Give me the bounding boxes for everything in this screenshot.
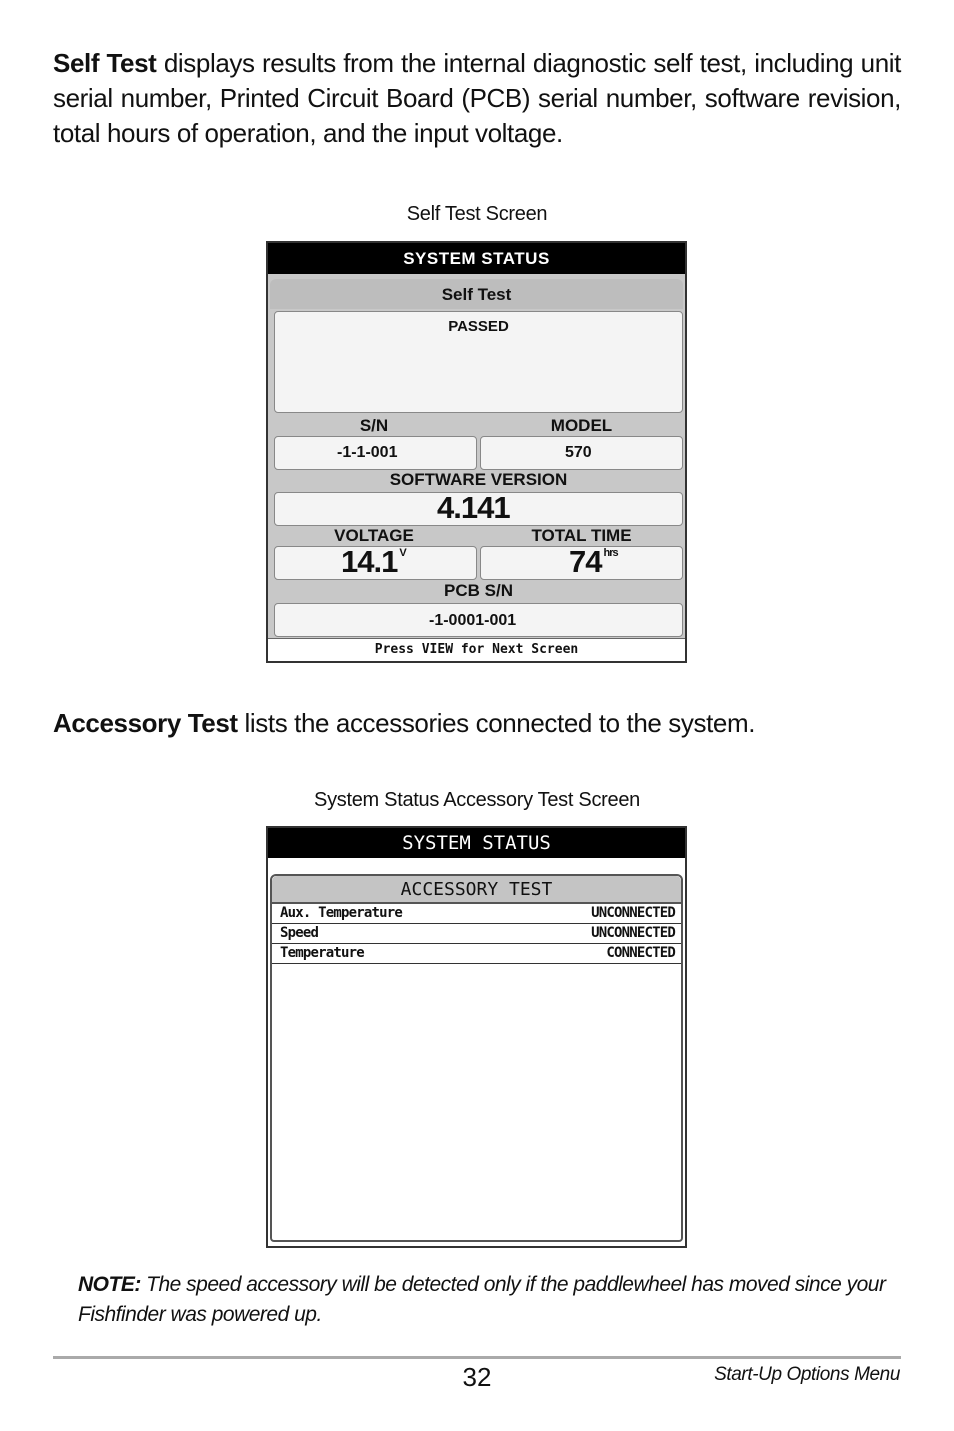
voltage-value: 14.1	[341, 544, 398, 579]
accessory-panel	[270, 874, 683, 1242]
accessory-status: CONNECTED	[606, 945, 675, 961]
list-item	[272, 944, 681, 964]
voltage-label: VOLTAGE	[334, 526, 414, 545]
section-title: Start-Up Options Menu	[714, 1364, 900, 1385]
model-box	[480, 436, 683, 470]
sn-label: S/N	[359, 416, 389, 435]
accessory-test-paragraph	[53, 706, 901, 741]
screen-footer-hint: Press VIEW for Next Screen	[268, 638, 685, 661]
screen-title: SYSTEM STATUS	[268, 243, 685, 274]
footer-divider	[53, 1356, 901, 1359]
accessory-status: UNCONNECTED	[591, 905, 675, 921]
list-item	[272, 904, 681, 924]
total-time-unit: hrs	[603, 547, 618, 559]
accessory-name: Temperature	[280, 945, 364, 961]
accessory-name: Speed	[280, 925, 319, 941]
note-label: NOTE:	[78, 1273, 141, 1296]
accessory-test-caption: System Status Accessory Test Screen	[314, 789, 640, 811]
page-number: 32	[462, 1362, 492, 1392]
accessory-test-description: lists the accessories connected to the system.	[237, 708, 756, 738]
screen-title: SYSTEM STATUS	[268, 828, 685, 858]
total-time-value: 74	[569, 544, 602, 579]
pcb-sn-box	[274, 603, 683, 637]
self-test-description: displays results from the internal diagnostic self test, including unit serial number, Printed Circuit Board (PCB) serial number, software revision, total hours of operation, and the input voltage.	[53, 48, 901, 148]
software-version-value: 4.141	[437, 490, 510, 525]
self-test-term: Self Test	[53, 48, 157, 78]
self-test-paragraph	[53, 46, 901, 151]
voltage-box	[274, 546, 477, 580]
accessory-test-screen	[266, 826, 687, 1248]
sn-value: -1-1-001	[337, 444, 398, 461]
pcb-sn-label: PCB S/N	[444, 581, 513, 600]
total-time-box	[480, 546, 683, 580]
accessory-test-term: Accessory Test	[53, 708, 238, 738]
accessory-test-heading: ACCESSORY TEST	[272, 876, 681, 904]
result-value: PASSED	[448, 318, 509, 335]
list-item	[272, 924, 681, 944]
model-value: 570	[565, 444, 592, 461]
total-time-label: TOTAL TIME	[531, 526, 632, 545]
accessory-list	[272, 904, 681, 964]
model-label: MODEL	[550, 416, 613, 435]
accessory-status: UNCONNECTED	[591, 925, 675, 941]
self-test-screen	[266, 241, 687, 663]
self-test-heading: Self Test	[270, 279, 683, 309]
note	[78, 1270, 898, 1330]
pcb-sn-value: -1-0001-001	[429, 612, 517, 629]
note-text: The speed accessory will be detected only if the paddlewheel has moved since your Fishfinder was powered up.	[78, 1273, 886, 1326]
accessory-name: Aux. Temperature	[280, 905, 403, 921]
self-test-caption: Self Test Screen	[406, 203, 548, 225]
sn-box	[274, 436, 477, 470]
voltage-unit: V	[399, 547, 406, 559]
software-version-label: SOFTWARE VERSION	[389, 470, 568, 489]
result-box	[274, 311, 683, 413]
software-version-box	[274, 492, 683, 526]
